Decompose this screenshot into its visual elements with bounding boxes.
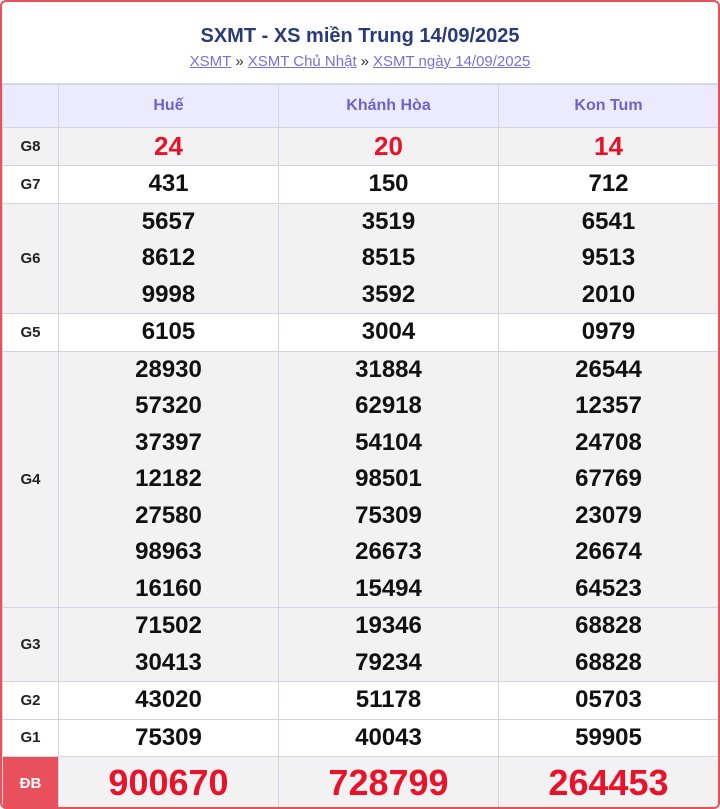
prize-number: 51178 <box>355 686 422 713</box>
prize-number: 30413 <box>135 648 202 676</box>
breadcrumb-separator: » <box>235 53 244 70</box>
prize-cell <box>59 608 279 682</box>
prize-label: G2 <box>3 682 59 720</box>
prize-number: 9998 <box>141 280 196 308</box>
prize-number: 98501 <box>355 465 422 492</box>
prize-cell <box>499 203 719 314</box>
prize-number: 8612 <box>141 244 196 271</box>
breadcrumb-separator: » <box>360 53 369 70</box>
prize-cell <box>499 608 719 682</box>
breadcrumb-link-xsmt-date[interactable]: XSMT ngày 14/09/2025 <box>372 53 531 70</box>
prize-number: 24 <box>154 131 183 161</box>
prize-number: 79234 <box>355 648 422 676</box>
prize-number: 59905 <box>575 723 642 751</box>
prize-row-g8 <box>3 128 719 166</box>
prize-row-g4 <box>3 351 719 608</box>
prize-label: G8 <box>3 128 59 166</box>
prize-number: 05703 <box>575 686 642 713</box>
prize-label: G6 <box>3 203 59 314</box>
prize-cell <box>59 719 279 757</box>
prize-number: 75309 <box>135 723 202 751</box>
prize-number: 900670 <box>108 762 229 803</box>
prize-label: G4 <box>3 351 59 608</box>
prize-cell <box>59 314 279 352</box>
prize-number: 68828 <box>575 648 642 676</box>
prize-number: 3519 <box>361 207 416 235</box>
prize-number: 264453 <box>548 762 669 803</box>
page-title: SXMT - XS miền Trung 14/09/2025 <box>200 25 520 47</box>
corner-cell <box>3 85 59 128</box>
prize-number: 14 <box>594 131 623 161</box>
prize-number: 37397 <box>135 428 202 456</box>
prize-cell <box>59 757 279 809</box>
prize-label: G7 <box>3 166 59 204</box>
prize-cell <box>279 203 499 314</box>
prize-number: 24708 <box>575 428 642 456</box>
prize-number: 6105 <box>141 318 196 345</box>
prize-cell <box>59 128 279 166</box>
breadcrumb-link-xsmt-sunday[interactable]: XSMT Chủ Nhật <box>247 53 357 70</box>
results-table <box>2 84 719 809</box>
prize-cell <box>499 314 719 352</box>
prize-number: 19346 <box>355 612 422 639</box>
prize-number: 431 <box>148 170 189 197</box>
prize-cell <box>59 203 279 314</box>
prize-cell <box>279 719 499 757</box>
prize-number: 12182 <box>135 465 202 492</box>
prize-number: 3592 <box>361 280 416 308</box>
prize-number: 6541 <box>581 207 636 235</box>
prize-number: 31884 <box>355 355 422 383</box>
province-header-khanh-hoa[interactable]: Khánh Hòa <box>279 85 499 128</box>
prize-cell <box>499 351 719 608</box>
prize-cell <box>499 719 719 757</box>
prize-number: 27580 <box>135 501 202 529</box>
prize-cell <box>59 682 279 720</box>
prize-number: 9513 <box>581 244 636 271</box>
prize-cell <box>499 682 719 720</box>
prize-cell <box>279 757 499 809</box>
prize-number: 28930 <box>135 355 202 383</box>
prize-number: 62918 <box>355 392 422 419</box>
prize-number: 57320 <box>135 392 202 419</box>
prize-label: G1 <box>3 719 59 757</box>
prize-number: 68828 <box>575 612 642 639</box>
prize-number: 15494 <box>355 574 422 602</box>
prize-row-g6 <box>3 203 719 314</box>
prize-number: 67769 <box>575 465 642 492</box>
prize-number: 8515 <box>361 244 416 271</box>
prize-number: 98963 <box>135 538 202 565</box>
prize-cell <box>279 166 499 204</box>
prize-number: 26673 <box>355 538 422 565</box>
prize-cell <box>499 757 719 809</box>
prize-number: 5657 <box>141 207 196 235</box>
prize-cell <box>499 166 719 204</box>
prize-cell <box>59 351 279 608</box>
prize-number: 23079 <box>575 501 642 529</box>
breadcrumb-link-xsmt[interactable]: XSMT <box>189 53 232 70</box>
province-header-kon-tum[interactable]: Kon Tum <box>499 85 719 128</box>
prize-cell <box>279 351 499 608</box>
prize-label: G5 <box>3 314 59 352</box>
prize-number: 40043 <box>355 723 422 751</box>
prize-number: 150 <box>368 170 409 197</box>
prize-number: 71502 <box>135 612 202 639</box>
prize-row-g7 <box>3 166 719 204</box>
prize-cell <box>279 608 499 682</box>
prize-number: 3004 <box>361 318 416 345</box>
prize-number: 64523 <box>575 574 642 602</box>
prize-number: 54104 <box>355 428 422 456</box>
prize-label: ĐB <box>3 757 59 809</box>
prize-number: 16160 <box>135 574 202 602</box>
prize-number: 43020 <box>135 686 202 713</box>
results-header <box>2 2 718 84</box>
prize-number: 20 <box>374 131 403 161</box>
prize-number: 712 <box>588 170 629 197</box>
province-header-hue[interactable]: Huế <box>59 85 279 128</box>
prize-cell <box>279 128 499 166</box>
prize-label: G3 <box>3 608 59 682</box>
prize-number: 75309 <box>355 501 422 529</box>
prize-row-g3 <box>3 608 719 682</box>
prize-body <box>3 128 719 809</box>
prize-cell <box>59 166 279 204</box>
province-header-row <box>3 85 719 128</box>
breadcrumb <box>2 53 718 71</box>
prize-cell <box>499 128 719 166</box>
prize-row-g1 <box>3 719 719 757</box>
prize-row-g2 <box>3 682 719 720</box>
prize-number: 26544 <box>575 355 642 383</box>
prize-number: 728799 <box>328 762 449 803</box>
prize-cell <box>279 314 499 352</box>
prize-number: 12357 <box>575 392 642 419</box>
prize-row-g5 <box>3 314 719 352</box>
prize-number: 26674 <box>575 538 642 565</box>
prize-row-db <box>3 757 719 809</box>
prize-number: 0979 <box>581 318 636 345</box>
prize-cell <box>279 682 499 720</box>
prize-number: 2010 <box>581 280 636 308</box>
